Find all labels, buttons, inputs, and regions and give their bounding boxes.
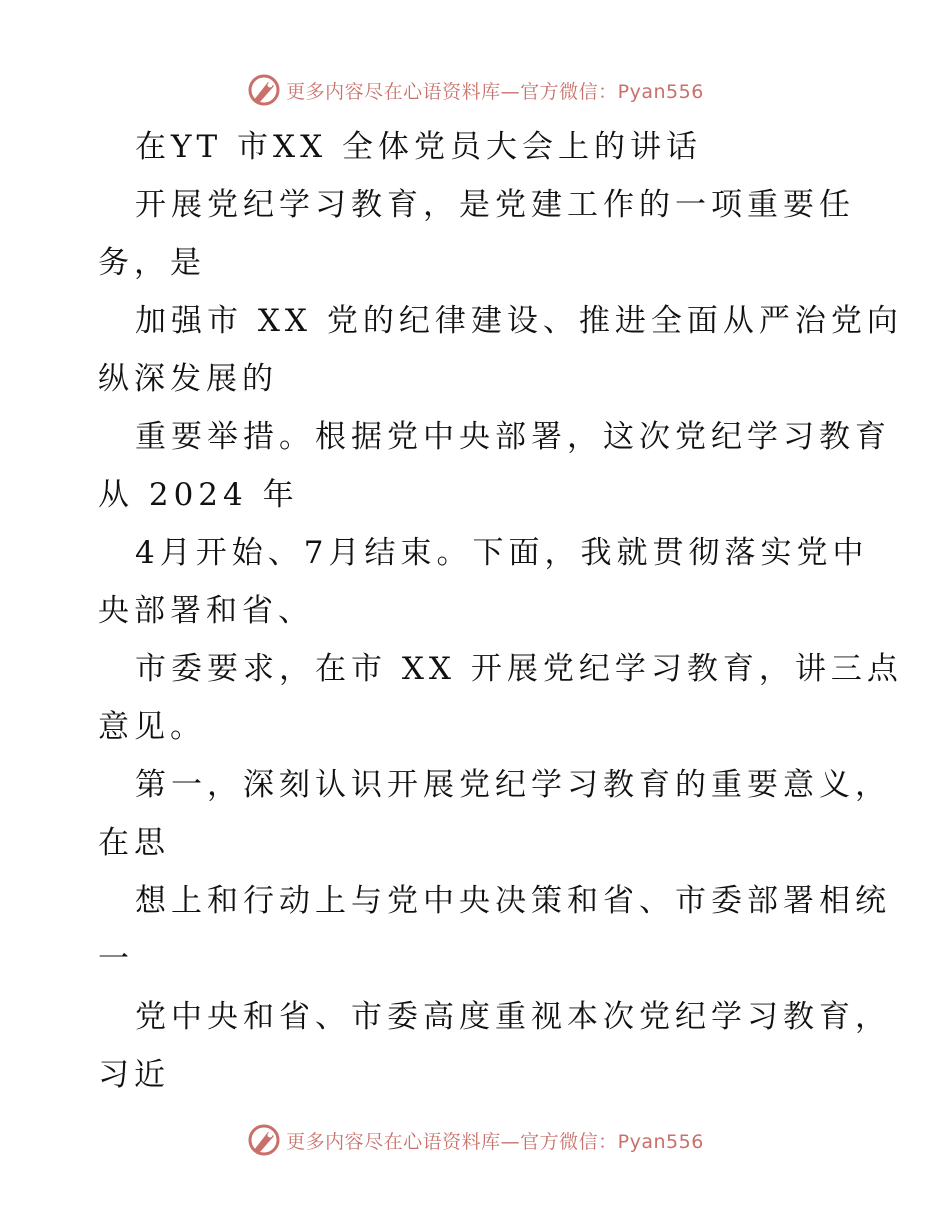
document-title: 在YT 市XX 全体党员大会上的讲话 — [135, 129, 702, 165]
paragraph-line: 从 2024 年 — [98, 477, 299, 513]
pen-nib-circle-icon — [246, 72, 282, 108]
paragraph-line: 4月开始、7月结束。下面，我就贯彻落实党中 — [135, 535, 869, 571]
paragraph-line: 意见。 — [98, 709, 206, 745]
header-watermark — [0, 70, 950, 110]
footer-watermark — [0, 1120, 950, 1160]
watermark-text: 更多内容尽在心语资料库—官方微信：Pyan556 — [286, 80, 704, 103]
paragraph-line: 在思 — [98, 825, 170, 861]
paragraph-line: 习近 — [98, 1057, 170, 1093]
paragraph-line: 第一，深刻认识开展党纪学习教育的重要意义， — [135, 767, 891, 803]
paragraph-line: 重要举措。根据党中央部署，这次党纪学习教育 — [135, 419, 891, 455]
watermark-text: 更多内容尽在心语资料库—官方微信：Pyan556 — [286, 1130, 704, 1153]
paragraph-line: 市委要求，在市 XX 开展党纪学习教育，讲三点 — [135, 651, 903, 687]
paragraph-line: 想上和行动上与党中央决策和省、市委部署相统 — [135, 883, 891, 919]
paragraph-line: 开展党纪学习教育，是党建工作的一项重要任 — [135, 187, 855, 223]
paragraph-line: 央部署和省、 — [98, 593, 314, 629]
paragraph-line: 务，是 — [98, 245, 206, 281]
paragraph-line: 加强市 XX 党的纪律建设、推进全面从严治党向 — [135, 303, 903, 339]
paragraph-line: 纵深发展的 — [98, 361, 278, 397]
pen-nib-circle-icon — [246, 1122, 282, 1158]
paragraph-line: 一 — [98, 941, 134, 977]
paragraph-line: 党中央和省、市委高度重视本次党纪学习教育， — [135, 999, 891, 1035]
